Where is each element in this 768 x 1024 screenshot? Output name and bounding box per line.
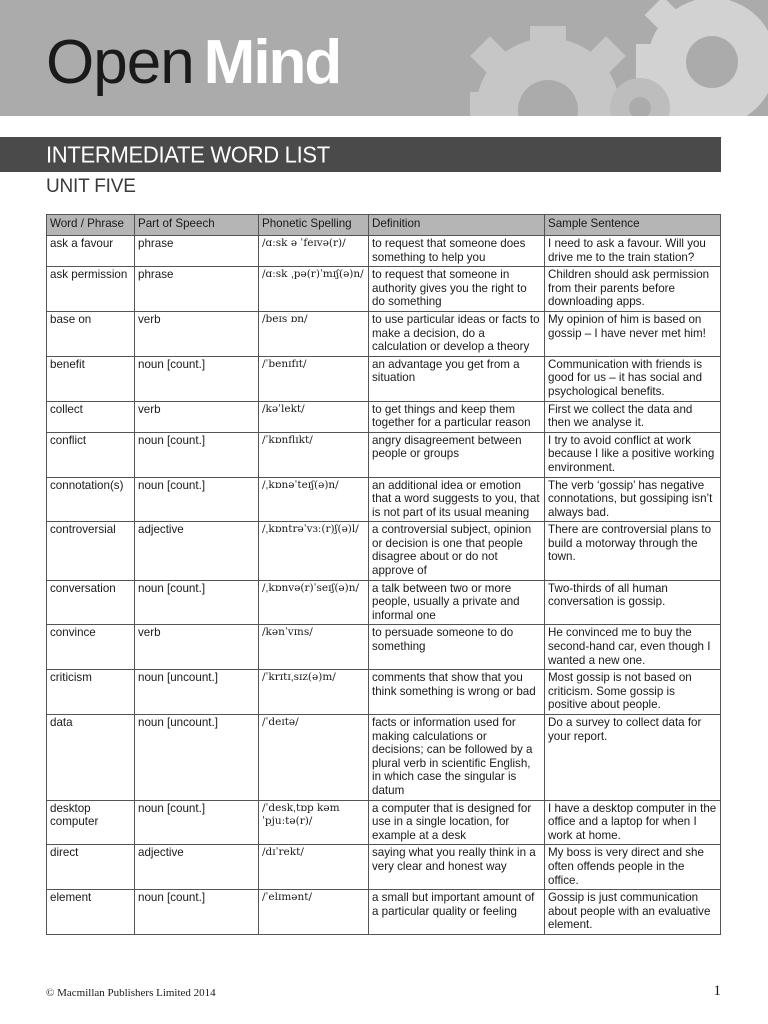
- cell-sentence: Two-thirds of all human conversation is gossip.: [545, 580, 721, 625]
- cell-sentence: There are controversial plans to build a motorway through the town.: [545, 522, 721, 580]
- cell-phonetic: /ˈkrɪtɪˌsɪz(ə)m/: [259, 670, 369, 715]
- cell-pos: noun [count.]: [135, 356, 259, 401]
- cell-word: ask permission: [47, 267, 135, 312]
- cell-sentence: Most gossip is not based on criticism. Some gossip is positive about people.: [545, 670, 721, 715]
- cell-phonetic: /beɪs ɒn/: [259, 311, 369, 356]
- cell-word: base on: [47, 311, 135, 356]
- cell-word: controversial: [47, 522, 135, 580]
- table-row: [47, 522, 721, 580]
- cell-sentence: Do a survey to collect data for your report.: [545, 715, 721, 801]
- cell-sentence: I have a desktop computer in the office and a laptop for when I work at home.: [545, 800, 721, 845]
- column-header-pos: Part of Speech: [135, 215, 259, 236]
- cell-definition: to request that someone in authority gives you the right to do something: [369, 267, 545, 312]
- cell-definition: a small but important amount of a particular quality or feeling: [369, 890, 545, 935]
- table-row: [47, 356, 721, 401]
- cell-pos: adjective: [135, 522, 259, 580]
- table-row: [47, 670, 721, 715]
- cell-word: element: [47, 890, 135, 935]
- cell-definition: a talk between two or more people, usually a private and informal one: [369, 580, 545, 625]
- cell-sentence: First we collect the data and then we analyse it.: [545, 401, 721, 432]
- word-list-table: [46, 214, 721, 935]
- table-row: [47, 625, 721, 670]
- table-row: [47, 236, 721, 267]
- cell-sentence: He convinced me to buy the second-hand car, even though I wanted a new one.: [545, 625, 721, 670]
- cell-definition: to persuade someone to do something: [369, 625, 545, 670]
- table-header-row: [47, 215, 721, 236]
- copyright-notice: © Macmillan Publishers Limited 2014: [46, 987, 216, 999]
- cell-phonetic: /ˌkɒnvə(r)ˈseɪʃ(ə)n/: [259, 580, 369, 625]
- cell-phonetic: /kəˈlekt/: [259, 401, 369, 432]
- cell-word: conflict: [47, 432, 135, 477]
- cell-phonetic: /ˈelɪmənt/: [259, 890, 369, 935]
- cell-word: desktop computer: [47, 800, 135, 845]
- table-row: [47, 477, 721, 522]
- gear-large-icon: [470, 26, 626, 116]
- cell-word: collect: [47, 401, 135, 432]
- cell-word: direct: [47, 845, 135, 890]
- cell-word: convince: [47, 625, 135, 670]
- cell-pos: noun [count.]: [135, 580, 259, 625]
- logo-mind: Mind: [203, 28, 341, 97]
- cell-pos: verb: [135, 311, 259, 356]
- cell-sentence: Children should ask permission from their parents before downloading apps.: [545, 267, 721, 312]
- column-header-sentence: Sample Sentence: [545, 215, 721, 236]
- header-banner: [0, 0, 768, 116]
- cell-definition: an additional idea or emotion that a word suggests to you, that is not part of its usual meaning: [369, 477, 545, 522]
- cell-pos: noun [count.]: [135, 432, 259, 477]
- table-row: [47, 845, 721, 890]
- column-header-phonetic: Phonetic Spelling: [259, 215, 369, 236]
- table-row: [47, 401, 721, 432]
- cell-pos: noun [count.]: [135, 890, 259, 935]
- cell-phonetic: /kənˈvɪns/: [259, 625, 369, 670]
- title-bar: [0, 137, 721, 172]
- cell-pos: adjective: [135, 845, 259, 890]
- cell-phonetic: /ˌkɒntrəˈvɜː(r)ʃ(ə)l/: [259, 522, 369, 580]
- cell-word: criticism: [47, 670, 135, 715]
- unit-heading: UNIT FIVE: [46, 176, 136, 197]
- cell-phonetic: /ˈbenɪfɪt/: [259, 356, 369, 401]
- table-row: [47, 580, 721, 625]
- cell-phonetic: /ɑːsk ə ˈfeɪvə(r)/: [259, 236, 369, 267]
- cell-pos: noun [uncount.]: [135, 670, 259, 715]
- cell-phonetic: /ˈkɒnflɪkt/: [259, 432, 369, 477]
- page-title: INTERMEDIATE WORD LIST: [46, 141, 330, 168]
- table-row: [47, 267, 721, 312]
- cell-word: ask a favour: [47, 236, 135, 267]
- table-row: [47, 890, 721, 935]
- cell-word: data: [47, 715, 135, 801]
- cell-phonetic: /ˈdeɪtə/: [259, 715, 369, 801]
- cell-definition: a controversial subject, opinion or decision is one that people disagree about or do not approve of: [369, 522, 545, 580]
- cell-word: conversation: [47, 580, 135, 625]
- column-header-word: Word / Phrase: [47, 215, 135, 236]
- table-row: [47, 432, 721, 477]
- cell-sentence: I need to ask a favour. Will you drive me to the train station?: [545, 236, 721, 267]
- cell-pos: verb: [135, 401, 259, 432]
- cell-definition: saying what you really think in a very clear and honest way: [369, 845, 545, 890]
- cell-sentence: Communication with friends is good for us – it has social and psychological benefits.: [545, 356, 721, 401]
- logo-open: Open: [46, 28, 194, 97]
- cell-pos: phrase: [135, 236, 259, 267]
- table-row: [47, 715, 721, 801]
- cell-sentence: I try to avoid conflict at work because I like a positive working environment.: [545, 432, 721, 477]
- cell-definition: to request that someone does something to help you: [369, 236, 545, 267]
- cell-phonetic: /dɪˈrekt/: [259, 845, 369, 890]
- cell-definition: angry disagreement between people or groups: [369, 432, 545, 477]
- cell-definition: to use particular ideas or facts to make a decision, do a calculation or develop a theory: [369, 311, 545, 356]
- cell-definition: facts or information used for making calculations or decisions; can be followed by a plural verb in scientific English, in which case the singular is datum: [369, 715, 545, 801]
- column-header-definition: Definition: [369, 215, 545, 236]
- cell-pos: noun [count.]: [135, 800, 259, 845]
- cell-phonetic: /ˈdeskˌtɒp kəmˈpjuːtə(r)/: [259, 800, 369, 845]
- page-number: 1: [713, 983, 721, 999]
- cell-pos: noun [count.]: [135, 477, 259, 522]
- cell-word: benefit: [47, 356, 135, 401]
- cell-pos: noun [uncount.]: [135, 715, 259, 801]
- cell-definition: an advantage you get from a situation: [369, 356, 545, 401]
- cell-definition: a computer that is designed for use in a single location, for example at a desk: [369, 800, 545, 845]
- cell-definition: comments that show that you think something is wrong or bad: [369, 670, 545, 715]
- cell-sentence: The verb ‘gossip’ has negative connotations, but gossiping isn’t always bad.: [545, 477, 721, 522]
- cell-sentence: Gossip is just communication about people with an evaluative element.: [545, 890, 721, 935]
- table-row: [47, 311, 721, 356]
- cell-definition: to get things and keep them together for a particular reason: [369, 401, 545, 432]
- table-row: [47, 800, 721, 845]
- cell-phonetic: /ˌkɒnəˈteɪʃ(ə)n/: [259, 477, 369, 522]
- cell-word: connotation(s): [47, 477, 135, 522]
- cell-pos: phrase: [135, 267, 259, 312]
- cell-pos: verb: [135, 625, 259, 670]
- cell-sentence: My opinion of him is based on gossip – I have never met him!: [545, 311, 721, 356]
- cell-phonetic: /ɑːsk ˌpə(r)ˈmɪʃ(ə)n/: [259, 267, 369, 312]
- open-mind-logo: [46, 22, 340, 103]
- cell-sentence: My boss is very direct and she often offends people in the office.: [545, 845, 721, 890]
